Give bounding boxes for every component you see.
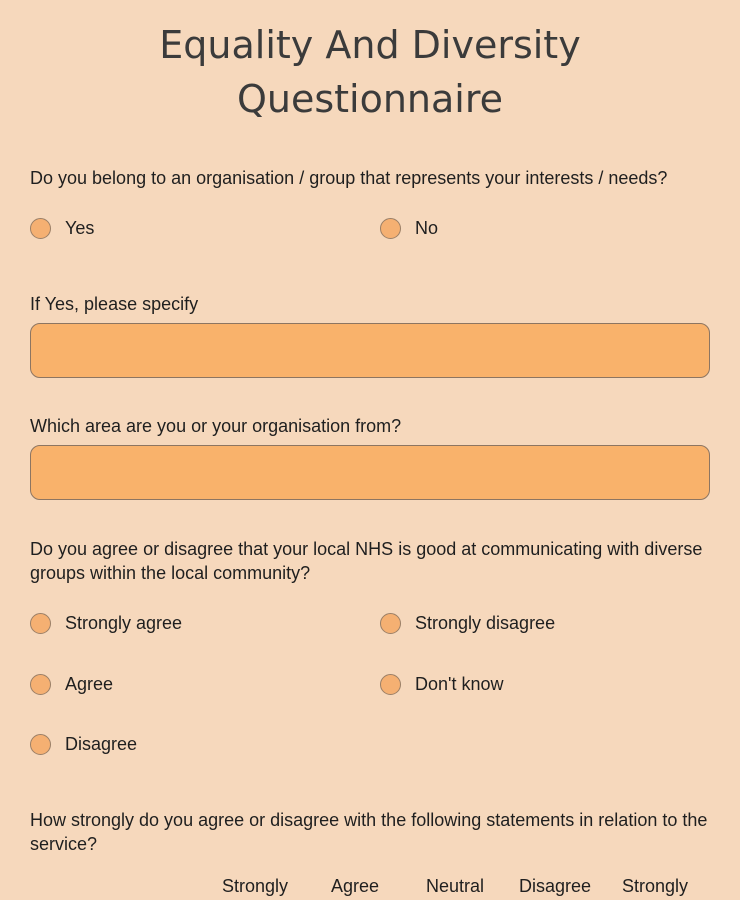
page-title-line-2: Questionnaire bbox=[236, 77, 504, 121]
radio-button-strongly-disagree[interactable] bbox=[380, 613, 401, 634]
radio-label-no: No bbox=[415, 218, 439, 238]
radio-label-agree: Agree bbox=[65, 674, 114, 694]
radio-option-disagree[interactable] bbox=[30, 731, 137, 757]
question-service-statements: How strongly do you agree or disagree with the following statements in relation to the service? bbox=[30, 810, 708, 854]
radio-button-disagree[interactable] bbox=[30, 734, 51, 755]
matrix-column-agree: Agree bbox=[330, 876, 380, 896]
radio-button-yes[interactable] bbox=[30, 218, 51, 239]
radio-button-no[interactable] bbox=[380, 218, 401, 239]
radio-button-agree[interactable] bbox=[30, 674, 51, 695]
specify-organisation-input[interactable] bbox=[30, 323, 710, 378]
question-organisation-membership: Do you belong to an organisation / group that represents your interests / needs? bbox=[30, 168, 668, 188]
question-nhs-communication: Do you agree or disagree that your local NHS is good at communicating with diverse groups within the local community? bbox=[30, 539, 703, 583]
matrix-column-strongly-disagree: Strongly bbox=[621, 876, 689, 896]
radio-label-disagree: Disagree bbox=[65, 734, 138, 754]
radio-label-strongly-agree: Strongly agree bbox=[65, 613, 183, 633]
matrix-column-neutral: Neutral bbox=[425, 876, 485, 896]
radio-button-dont-know[interactable] bbox=[380, 674, 401, 695]
radio-option-strongly-agree[interactable] bbox=[30, 610, 182, 636]
radio-option-agree[interactable] bbox=[30, 671, 113, 697]
question-specify-label: If Yes, please specify bbox=[30, 294, 199, 314]
question-area-label: Which area are you or your organisation from? bbox=[30, 416, 402, 436]
page-title bbox=[0, 18, 740, 126]
radio-option-strongly-disagree[interactable] bbox=[380, 610, 555, 636]
radio-label-strongly-disagree: Strongly disagree bbox=[415, 613, 556, 633]
radio-option-yes[interactable] bbox=[30, 215, 94, 241]
radio-option-dont-know[interactable] bbox=[380, 671, 503, 697]
matrix-column-strongly-agree: Strongly bbox=[221, 876, 289, 896]
radio-button-strongly-agree[interactable] bbox=[30, 613, 51, 634]
radio-label-dont-know: Don't know bbox=[415, 674, 504, 694]
radio-option-no[interactable] bbox=[380, 215, 438, 241]
area-input[interactable] bbox=[30, 445, 710, 500]
radio-label-yes: Yes bbox=[65, 218, 95, 238]
matrix-column-disagree: Disagree bbox=[518, 876, 592, 896]
page-title-line-1: Equality And Diversity bbox=[159, 23, 581, 67]
